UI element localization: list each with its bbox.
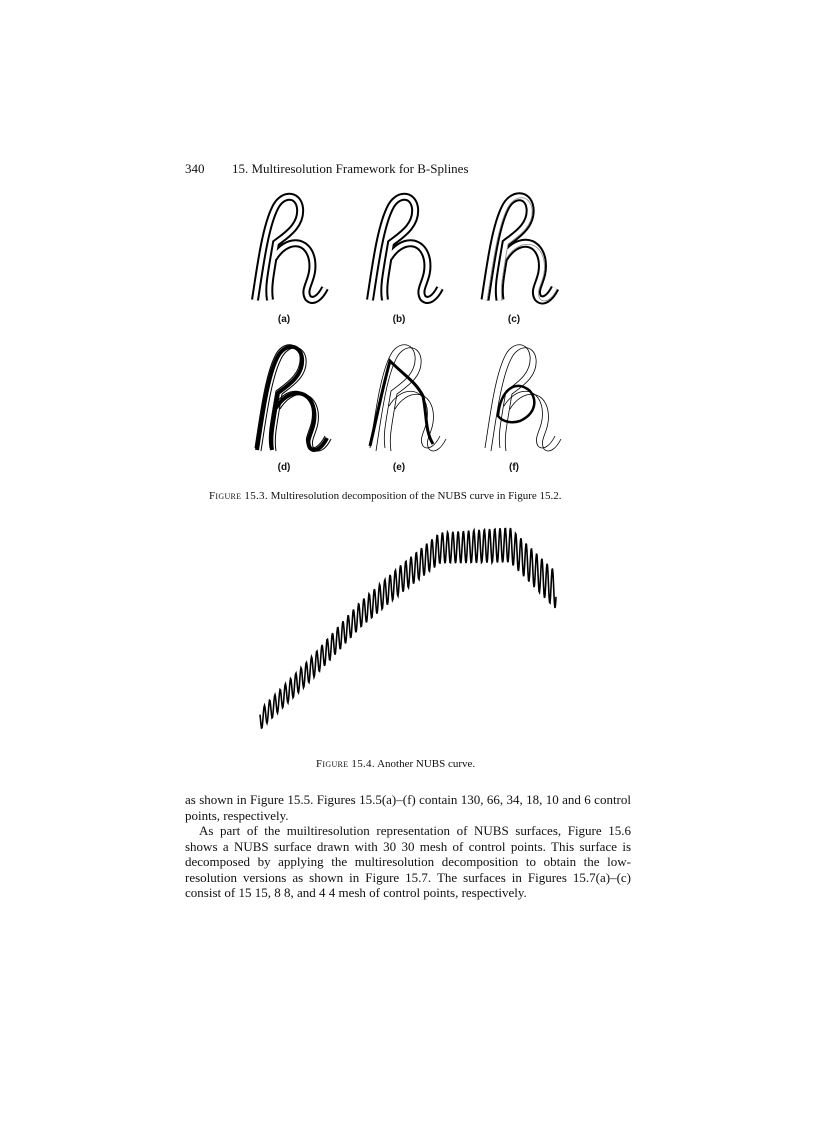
- panel-label-f: (f): [509, 462, 519, 473]
- page-number: 340: [185, 161, 205, 176]
- panel-label-b: (b): [392, 314, 406, 325]
- figure-15-3: [240, 188, 580, 478]
- h-curve-b: [370, 197, 440, 300]
- panel-label-a: (a): [277, 314, 291, 325]
- paragraph-1: as shown in Figure 15.5. Figures 15.5(a)–(f) contain 130, 66, 34, 18, 10 and 6 control points, respectively.: [185, 792, 631, 823]
- h-curve-e: [370, 345, 446, 451]
- figure-15-4: [250, 520, 570, 750]
- figure-15-4-caption: [316, 758, 475, 770]
- running-header: [185, 161, 469, 177]
- panel-label-e: (e): [392, 462, 406, 473]
- figure-15-3-caption-label: Figure 15.3.: [209, 490, 268, 502]
- h-curve-c: [485, 197, 557, 301]
- h-curve-a: [255, 197, 325, 300]
- h-curve-d: [255, 345, 331, 451]
- running-title: 15. Multiresolution Framework for B-Splines: [232, 161, 469, 176]
- figure-15-3-graphic: [240, 188, 580, 478]
- nubs-curve-path: [260, 528, 556, 728]
- figure-15-4-graphic: [250, 520, 570, 745]
- panel-label-c: (c): [507, 314, 521, 325]
- paragraph-2: As part of the muiltiresolution representation of NUBS surfaces, Figure 15.6 shows a NUBS surface drawn with 30 30 mesh of control points. This surface is decomposed by applying the multiresolution decomposition to obtain the low-resolution versions as shown in Figure 15.7. The surfaces in Figures 15.7(a)–(c) consist of 15 15, 8 8, and 4 4 mesh of control points, respectively.: [185, 823, 631, 900]
- figure-15-4-caption-text: Another NUBS curve.: [377, 758, 476, 770]
- figure-15-3-caption-text: Multiresolution decomposition of the NUBS curve in Figure 15.2.: [270, 490, 562, 502]
- body-text: [185, 792, 631, 901]
- figure-15-4-caption-label: Figure 15.4.: [316, 758, 375, 770]
- h-curve-f: [485, 345, 561, 451]
- figure-15-3-caption: [209, 490, 562, 502]
- panel-label-d: (d): [277, 462, 291, 473]
